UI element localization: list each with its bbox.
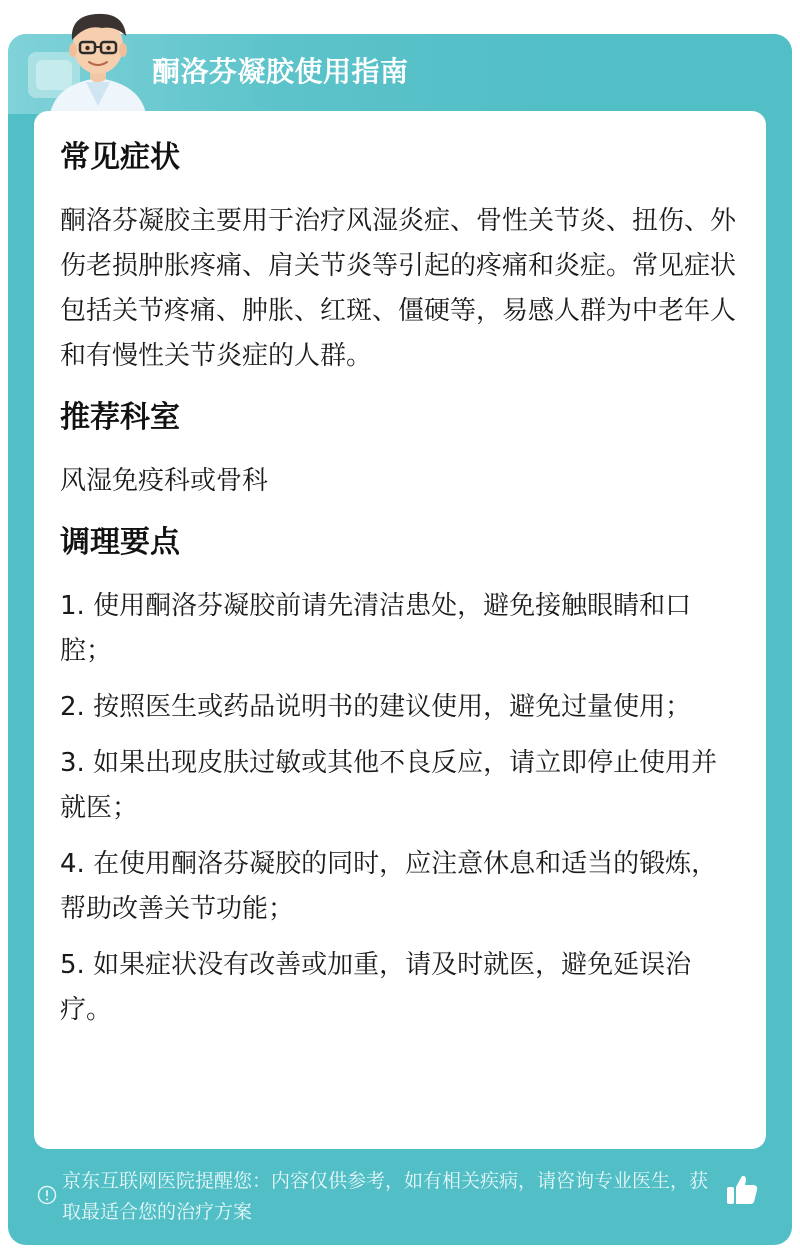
symptoms-text: 酮洛芬凝胶主要用于治疗风湿炎症、骨性关节炎、扭伤、外伤老损肿胀疼痛、肩关节炎等引起的疼痛和炎症。常见症状包括关节疼痛、肿胀、红斑、僵硬等，易感人群为中老年人和有慢性关节炎症的人群。 xyxy=(60,206,737,371)
section-title-department: 推荐科室 xyxy=(60,400,180,435)
section-title-care-points: 调理要点 xyxy=(60,525,180,560)
care-point-item: 5. 如果症状没有改善或加重，请及时就医，避免延误治疗。 xyxy=(60,950,692,1025)
department-text: 风湿免疫科或骨科 xyxy=(60,466,269,496)
disclaimer-note: 京东互联网医院提醒您：内容仅供参考，如有相关疾病，请咨询专业医生，获取最适合您的治疗方案 xyxy=(62,1170,709,1223)
thumbs-up-icon[interactable] xyxy=(724,1172,760,1208)
care-point-item: 2. 按照医生或药品说明书的建议使用，避免过量使用； xyxy=(60,692,692,722)
info-icon xyxy=(37,1185,57,1205)
section-title-symptoms: 常见症状 xyxy=(60,140,180,175)
doctor-avatar-icon xyxy=(42,6,154,114)
care-point-item: 4. 在使用酮洛芬凝胶的同时，应注意休息和适当的锻炼，帮助改善关节功能； xyxy=(60,849,718,924)
content-card xyxy=(34,111,766,1149)
care-point-item: 3. 如果出现皮肤过敏或其他不良反应，请立即停止使用并就医； xyxy=(60,748,718,823)
care-point-item: 1. 使用酮洛芬凝胶前请先清洁患处，避免接触眼睛和口腔； xyxy=(60,591,692,666)
page-title: 酮洛芬凝胶使用指南 xyxy=(152,55,409,88)
